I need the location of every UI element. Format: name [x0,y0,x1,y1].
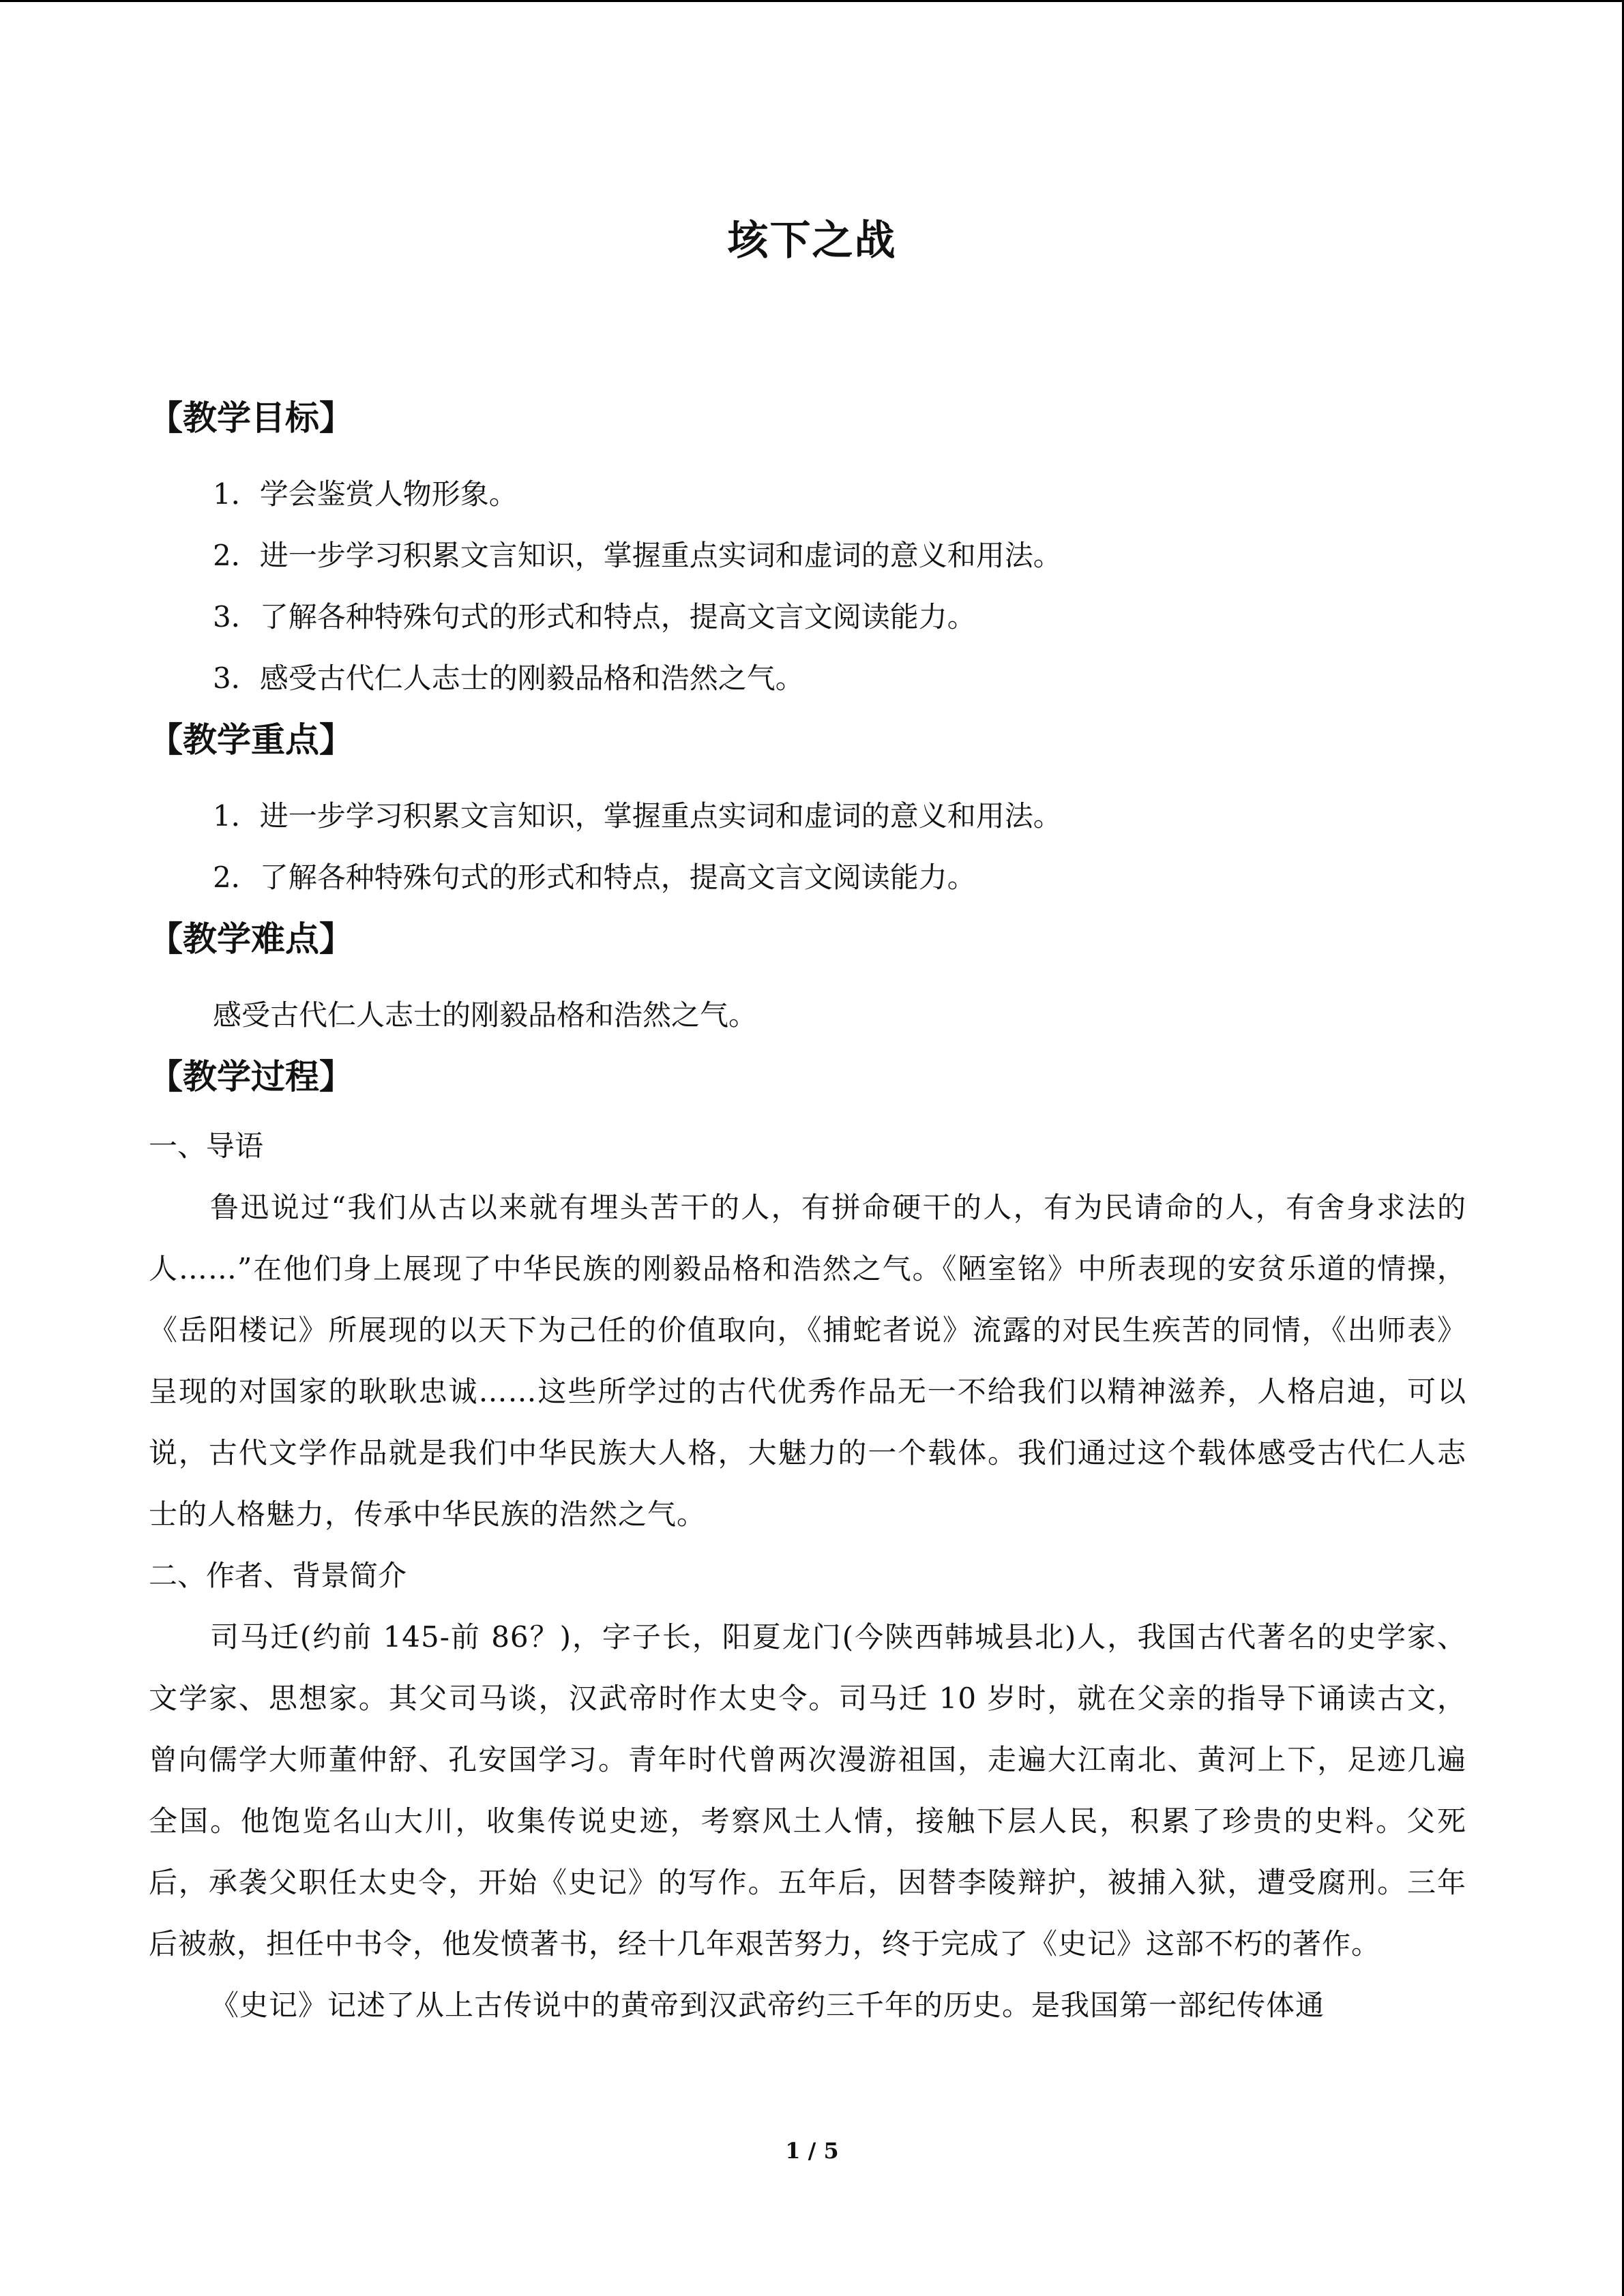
key-points-section [149,709,1466,908]
document-body [149,387,1466,2036]
section-title-author: 二、作者、背景简介 [149,1559,407,1592]
key-point-item: 1．进一步学习积累文言知识，掌握重点实词和虚词的意义和用法。 [213,799,1062,833]
key-points-heading: 【教学重点】 [149,720,353,760]
difficulty-text: 感受古代仁人志士的刚毅品格和浩然之气。 [213,998,758,1032]
process-section [149,1046,1466,2036]
author-paragraph: 司马迁(约前 145-前 86？)，字子长，阳夏龙门(今陕西韩城县北)人，我国古代著名的史学家、文学家、思想家。其父司马谈，汉武帝时作太史令。司马迁 10 岁时，就在父亲的指导下诵读古文，曾向儒学大师董仲舒、孔安国学习。青年时代曾两次漫游祖国，走遍大江南北、黄河上下，足迹几遍全国。他饱览名山大川，收集传说史迹，考察风土人情，接触下层人民，积累了珍贵的史料。父死后，承袭父职任太史令，开始《史记》的写作。五年后，因替李陵辩护，被捕入狱，遭受腐刑。三年后被赦，担任中书令，他发愤著书，经十几年艰苦努力，终于完成了《史记》这部不朽的著作。 [149,1620,1466,1960]
goals-heading: 【教学目标】 [149,398,353,438]
difficulties-heading: 【教学难点】 [149,919,353,959]
section-title-intro: 一、导语 [149,1129,264,1163]
difficulties-section [149,908,1466,1046]
key-point-item: 2．了解各种特殊句式的形式和特点，提高文言文阅读能力。 [213,861,976,894]
goal-item: 3．感受古代仁人志士的刚毅品格和浩然之气。 [213,661,804,695]
process-heading: 【教学过程】 [149,1057,353,1097]
goal-item: 1．学会鉴赏人物形象。 [213,477,518,511]
document-title: 垓下之战 [727,217,897,265]
page-number: 1 / 5 [785,2138,839,2164]
shiji-paragraph: 《史记》记述了从上古传说中的黄帝到汉武帝约三千年的历史。是我国第一部纪传体通 [210,1988,1325,2022]
goal-item: 3．了解各种特殊句式的形式和特点，提高文言文阅读能力。 [213,600,976,633]
intro-paragraph: 鲁迅说过“我们从古以来就有埋头苦干的人，有拼命硬干的人，有为民请命的人，有舍身求法的人……”在他们身上展现了中华民族的刚毅品格和浩然之气。《陋室铭》中所表现的安贫乐道的情操，《岳阳楼记》所展现的以天下为己任的价值取向，《捕蛇者说》流露的对民生疾苦的同情，《出师表》呈现的对国家的耿耿忠诚……这些所学过的古代优秀作品无一不给我们以精神滋养，人格启迪，可以说，古代文学作品就是我们中华民族大人格，大魅力的一个载体。我们通过这个载体感受古代仁人志士的人格魅力，传承中华民族的浩然之气。 [149,1191,1466,1531]
goals-section [149,387,1466,709]
goal-item: 2．进一步学习积累文言知识，掌握重点实词和虚词的意义和用法。 [213,539,1062,572]
